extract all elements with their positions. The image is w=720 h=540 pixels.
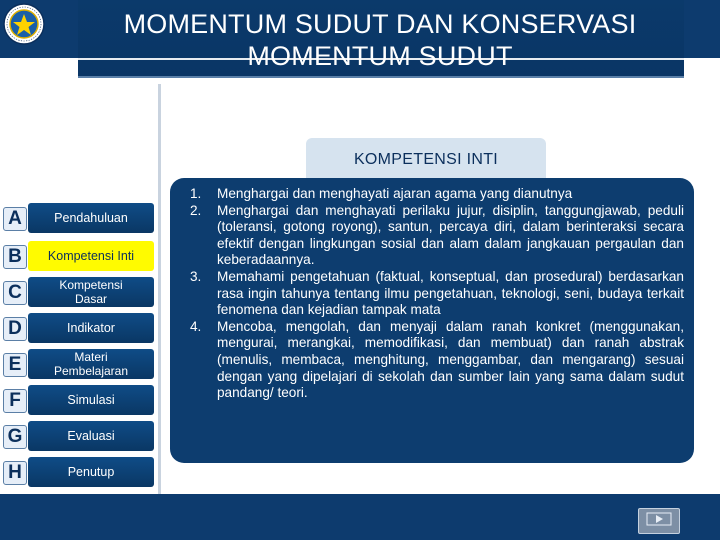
- nav-button-label: Simulasi: [67, 393, 115, 407]
- competency-text: Mencoba, mengolah, dan menyaji dalam ranah konkret (menggunakan, mengurai, merangkai, memodifikasi, dan membuat) dan ranah abstrak (menulis, membaca, menghitung, menggambar, dan mengarang) sesuai dengan yang dipelajari di sekolah dan sumber lain yang sama dalam sudut pandang/ teori.: [217, 318, 684, 401]
- nav-button-label: Pendahuluan: [54, 211, 128, 225]
- university-seal-icon: [0, 0, 48, 48]
- nav-item-h[interactable]: [0, 457, 156, 485]
- section-heading-tab: KOMPETENSI INTI: [306, 138, 546, 182]
- nav-button-simulasi[interactable]: [28, 385, 154, 415]
- nav-letter-badge: F: [3, 389, 27, 413]
- competency-number: 2.: [190, 202, 202, 218]
- competency-text: Menghargai dan menghayati perilaku jujur, disiplin, tanggungjawab, peduli (toleransi, gotong royong), santun, percaya diri, dalam berinteraksi secara efektif dengan lingkungan sosial dan alam dalam jangkauan pergaulan dan keberadaannya.: [217, 202, 684, 268]
- nav-item-b[interactable]: [0, 241, 156, 269]
- nav-letter-badge: B: [3, 245, 27, 269]
- next-page-button[interactable]: [638, 508, 680, 534]
- nav-letter-badge: H: [3, 461, 27, 485]
- competency-item: [182, 269, 684, 319]
- competency-text: Memahami pengetahuan (faktual, konseptual, dan prosedural) berdasarkan rasa ingin tahunya tentang ilmu pengetahuan, teknologi, seni, budaya terkait fenomena dan kejadian tampak mata: [217, 268, 684, 318]
- nav-letter-badge: A: [3, 207, 27, 231]
- nav-button-label: Penutup: [67, 465, 115, 479]
- nav-button-indikator[interactable]: [28, 313, 154, 343]
- nav-button-label: Materi Pembelajaran: [53, 350, 129, 378]
- footer-bar: [0, 494, 720, 540]
- nav-item-g[interactable]: [0, 421, 156, 449]
- nav-button-label: Kompetensi Dasar: [59, 278, 123, 306]
- competency-item: [182, 186, 684, 203]
- banner-gap-left: [0, 60, 78, 76]
- nav-button-label: Kompetensi Inti: [47, 249, 135, 263]
- nav-button-penutup[interactable]: [28, 457, 154, 487]
- nav-button-kompetensi-dasar[interactable]: [28, 277, 154, 307]
- nav-button-pendahuluan[interactable]: [28, 203, 154, 233]
- banner-gap-right: [684, 60, 720, 76]
- banner-right: [684, 0, 720, 58]
- nav-button-kompetensi-inti[interactable]: [28, 241, 154, 271]
- nav-letter-badge: E: [3, 353, 27, 377]
- nav-letter-badge: C: [3, 281, 27, 305]
- competency-number: 1.: [190, 186, 202, 201]
- nav-letter-badge: G: [3, 425, 27, 449]
- competency-item: [182, 203, 684, 269]
- next-page-icon: [646, 512, 672, 531]
- competency-list: [182, 186, 684, 402]
- competency-text: Menghargai dan menghayati ajaran agama yang dianutnya: [217, 186, 573, 201]
- competency-item: [182, 319, 684, 402]
- nav-button-evaluasi[interactable]: [28, 421, 154, 451]
- nav-button-materi-pembelajaran[interactable]: [28, 349, 154, 379]
- nav-letter-badge: D: [3, 317, 27, 341]
- nav-item-d[interactable]: [0, 313, 156, 341]
- nav-button-label: Evaluasi: [67, 429, 115, 443]
- nav-item-c[interactable]: [0, 277, 156, 305]
- competency-number: 4.: [190, 318, 202, 334]
- nav-button-label: Indikator: [67, 321, 115, 335]
- nav-item-e[interactable]: [0, 349, 156, 377]
- nav-item-a[interactable]: [0, 203, 156, 231]
- competency-number: 3.: [190, 268, 202, 284]
- nav-item-f[interactable]: [0, 385, 156, 413]
- slide-title: MOMENTUM SUDUT DAN KONSERVASI MOMENTUM SUDUT: [123, 9, 637, 71]
